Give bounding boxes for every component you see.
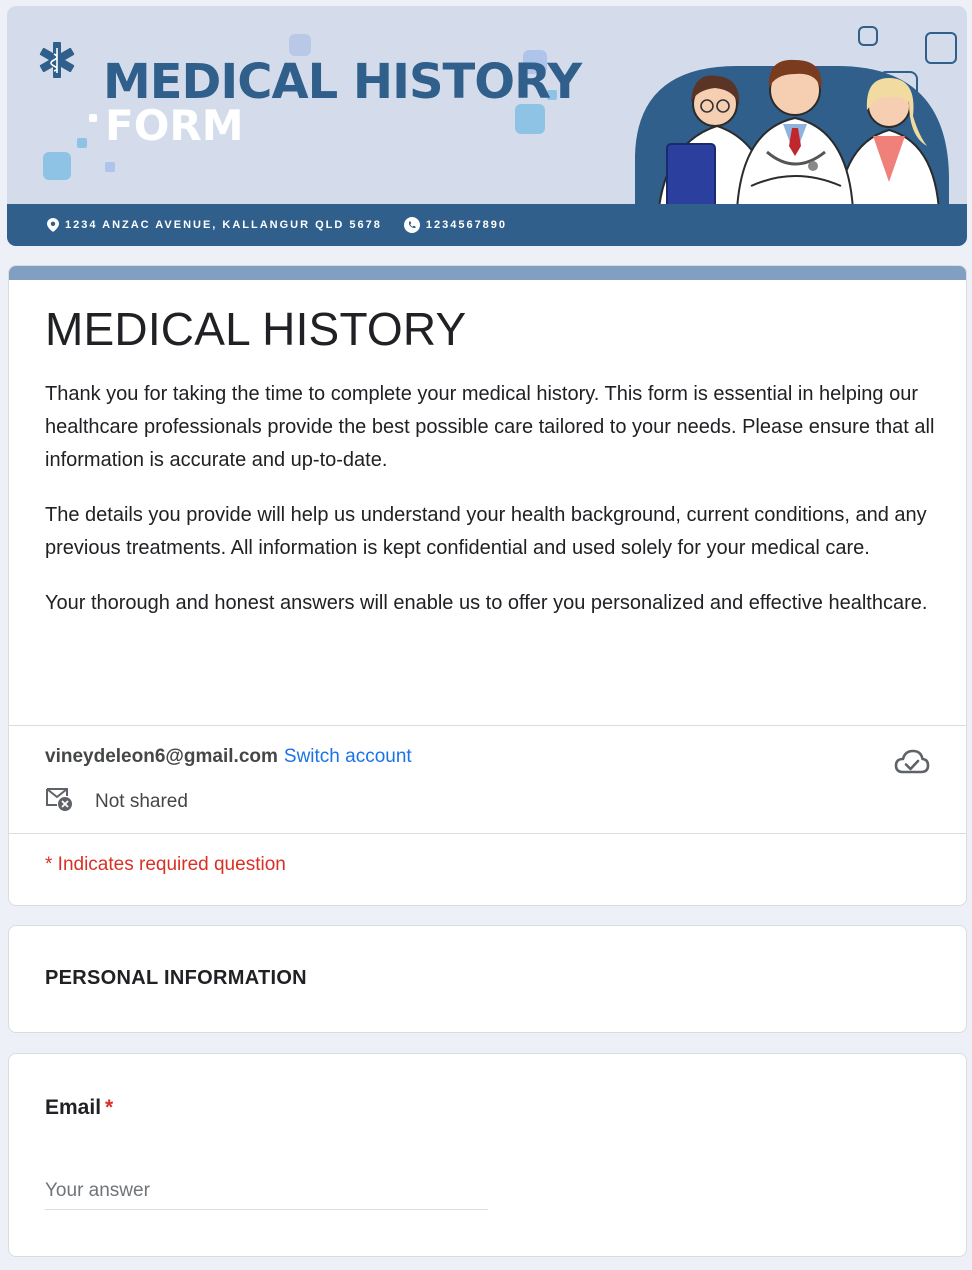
banner-title: MEDICAL HISTORY xyxy=(103,54,582,110)
description-paragraph: Thank you for taking the time to complete your medical history. This form is essential in helping our healthcare professionals provide the best possible care tailored to your needs. Please ensure that all information is accurate and up-to-date. xyxy=(45,383,935,471)
header-banner xyxy=(7,6,967,246)
decorative-square xyxy=(89,114,97,122)
decorative-square xyxy=(43,152,71,180)
banner-subtitle: FORM xyxy=(105,101,244,150)
decorative-square xyxy=(289,34,311,56)
sharing-status-row xyxy=(45,786,188,818)
form-title: MEDICAL HISTORY xyxy=(45,303,467,355)
decorative-square xyxy=(77,138,87,148)
question-label xyxy=(45,1096,113,1120)
phone-icon xyxy=(404,217,420,233)
mail-not-shared-icon xyxy=(45,786,73,818)
switch-account-link[interactable]: Switch account xyxy=(283,746,412,767)
banner-address: 1234 ANZAC AVENUE, KALLANGUR QLD 5678 xyxy=(65,219,382,231)
account-email: vineydeleon6@gmail.com xyxy=(45,746,278,767)
star-of-life-icon xyxy=(37,40,77,80)
description-paragraph: Your thorough and honest answers will enable us to offer you personalized and effective healthcare. xyxy=(45,592,928,614)
form-description xyxy=(45,378,945,642)
section-title: PERSONAL INFORMATION xyxy=(45,967,307,989)
divider xyxy=(9,833,966,834)
required-question-note: * Indicates required question xyxy=(45,854,286,875)
section-header-card xyxy=(8,925,967,1033)
description-paragraph: The details you provide will help us understand your health background, current conditions, and any previous treatments. All information is kept confidential and used solely for your medical care. xyxy=(45,504,927,559)
divider xyxy=(9,725,966,726)
banner-contact-info xyxy=(47,214,507,236)
form-accent-bar xyxy=(9,266,966,280)
question-title: Email xyxy=(45,1096,102,1119)
question-card-email xyxy=(8,1053,967,1257)
required-asterisk: * xyxy=(105,1096,114,1119)
banner-phone: 1234567890 xyxy=(425,219,508,231)
sharing-status-text: Not shared xyxy=(95,791,188,812)
form-header-card xyxy=(8,265,967,906)
account-row xyxy=(45,746,412,768)
decorative-square xyxy=(105,162,115,172)
email-answer-input[interactable] xyxy=(45,1172,488,1210)
cloud-saved-icon[interactable] xyxy=(894,748,930,781)
location-pin-icon xyxy=(47,218,59,232)
